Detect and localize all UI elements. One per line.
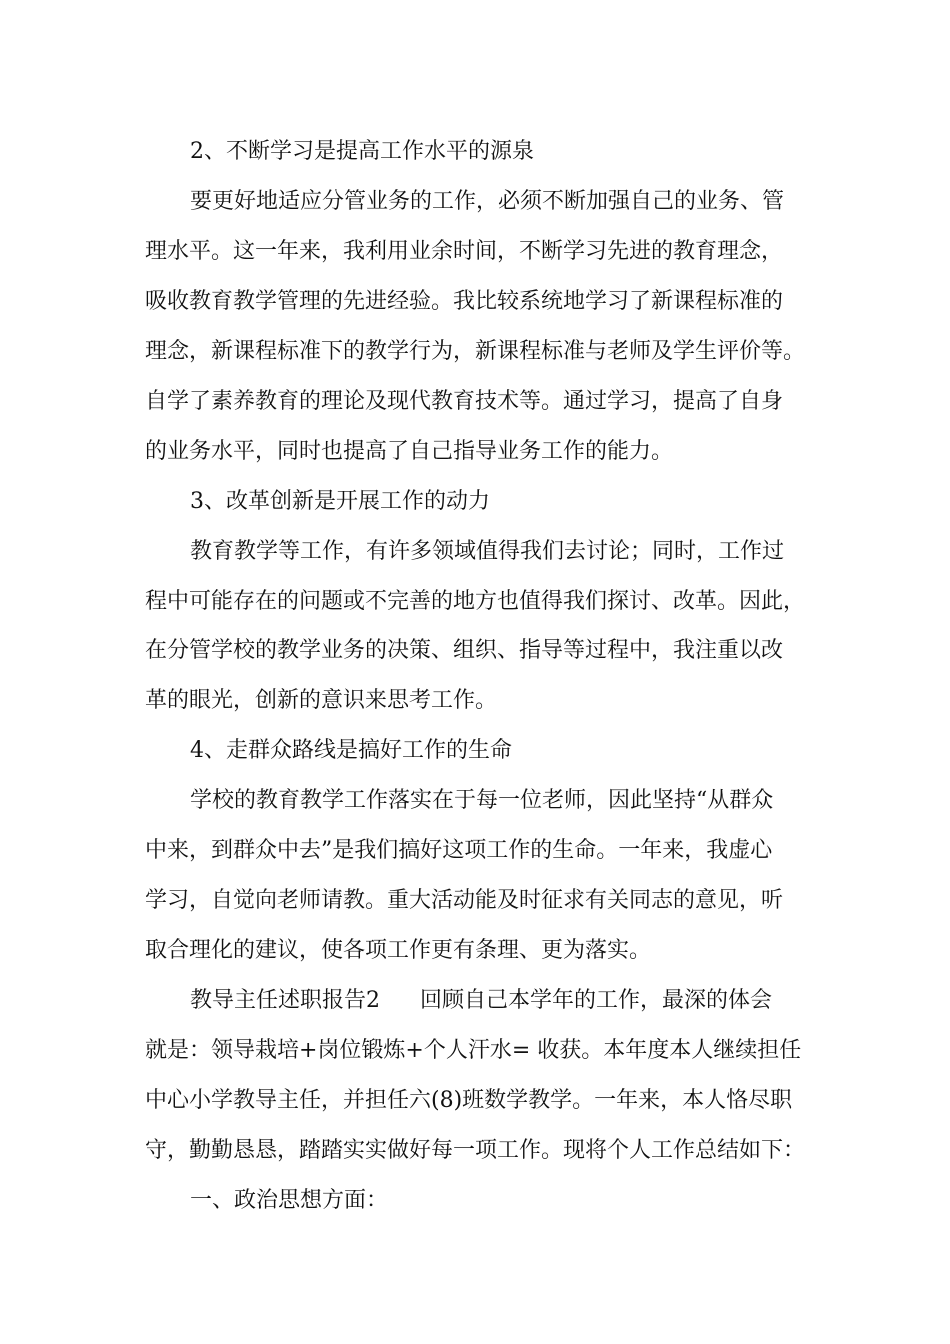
paragraph-line: 自学了素养教育的理论及现代教育技术等。通过学习，提高了自身 <box>145 389 784 414</box>
paragraph-line: 就是：领导栽培+岗位锻炼+个人汗水= 收获。本年度本人继续担任 <box>145 1038 802 1063</box>
paragraph-line: 革的眼光，创新的意识来思考工作。 <box>145 688 498 713</box>
paragraph-line: 要更好地适应分管业务的工作，必须不断加强自己的业务、管 <box>190 189 785 214</box>
paragraph-line: 教育教学等工作，有许多领域值得我们去讨论；同时，工作过 <box>190 539 785 564</box>
paragraph-line: 中心小学教导主任，并担任六(8)班数学教学。一年来，本人恪尽职 <box>145 1088 793 1113</box>
section-heading-2: 2、不断学习是提高工作水平的源泉 <box>190 139 534 164</box>
paragraph-line: 理水平。这一年来，我利用业余时间，不断学习先进的教育理念， <box>145 239 784 264</box>
report-title-line <box>190 986 815 1016</box>
paragraph-line: 中来，到群众中去”是我们搞好这项工作的生命。一年来，我虚心 <box>145 838 773 863</box>
report-title: 教导主任述职报告2 <box>190 988 380 1013</box>
paragraph-line: 理念，新课程标准下的教学行为，新课程标准与老师及学生评价等。 <box>145 339 806 364</box>
paragraph-line: 程中可能存在的问题或不完善的地方也值得我们探讨、改革。因此， <box>145 589 806 614</box>
section-heading-political: 一、政治思想方面： <box>190 1188 389 1213</box>
paragraph-line: 学习，自觉向老师请教。重大活动能及时征求有关同志的意见，听 <box>145 888 784 913</box>
paragraph-line: 取合理化的建议，使各项工作更有条理、更为落实。 <box>145 938 652 963</box>
paragraph-line: 吸收教育教学管理的先进经验。我比较系统地学习了新课程标准的 <box>145 289 784 314</box>
paragraph-line: 学校的教育教学工作落实在于每一位老师，因此坚持“从群众 <box>190 788 774 813</box>
paragraph-line: 在分管学校的教学业务的决策、组织、指导等过程中，我注重以改 <box>145 638 784 663</box>
section-heading-4: 4、走群众路线是搞好工作的生命 <box>190 738 512 763</box>
report-intro: 回顾自己本学年的工作，最深的体会 <box>420 988 773 1013</box>
section-heading-3: 3、改革创新是开展工作的动力 <box>190 489 490 514</box>
paragraph-line: 守，勤勤恳恳，踏踏实实做好每一项工作。现将个人工作总结如下： <box>145 1138 806 1163</box>
paragraph-line: 的业务水平，同时也提高了自己指导业务工作的能力。 <box>145 439 674 464</box>
